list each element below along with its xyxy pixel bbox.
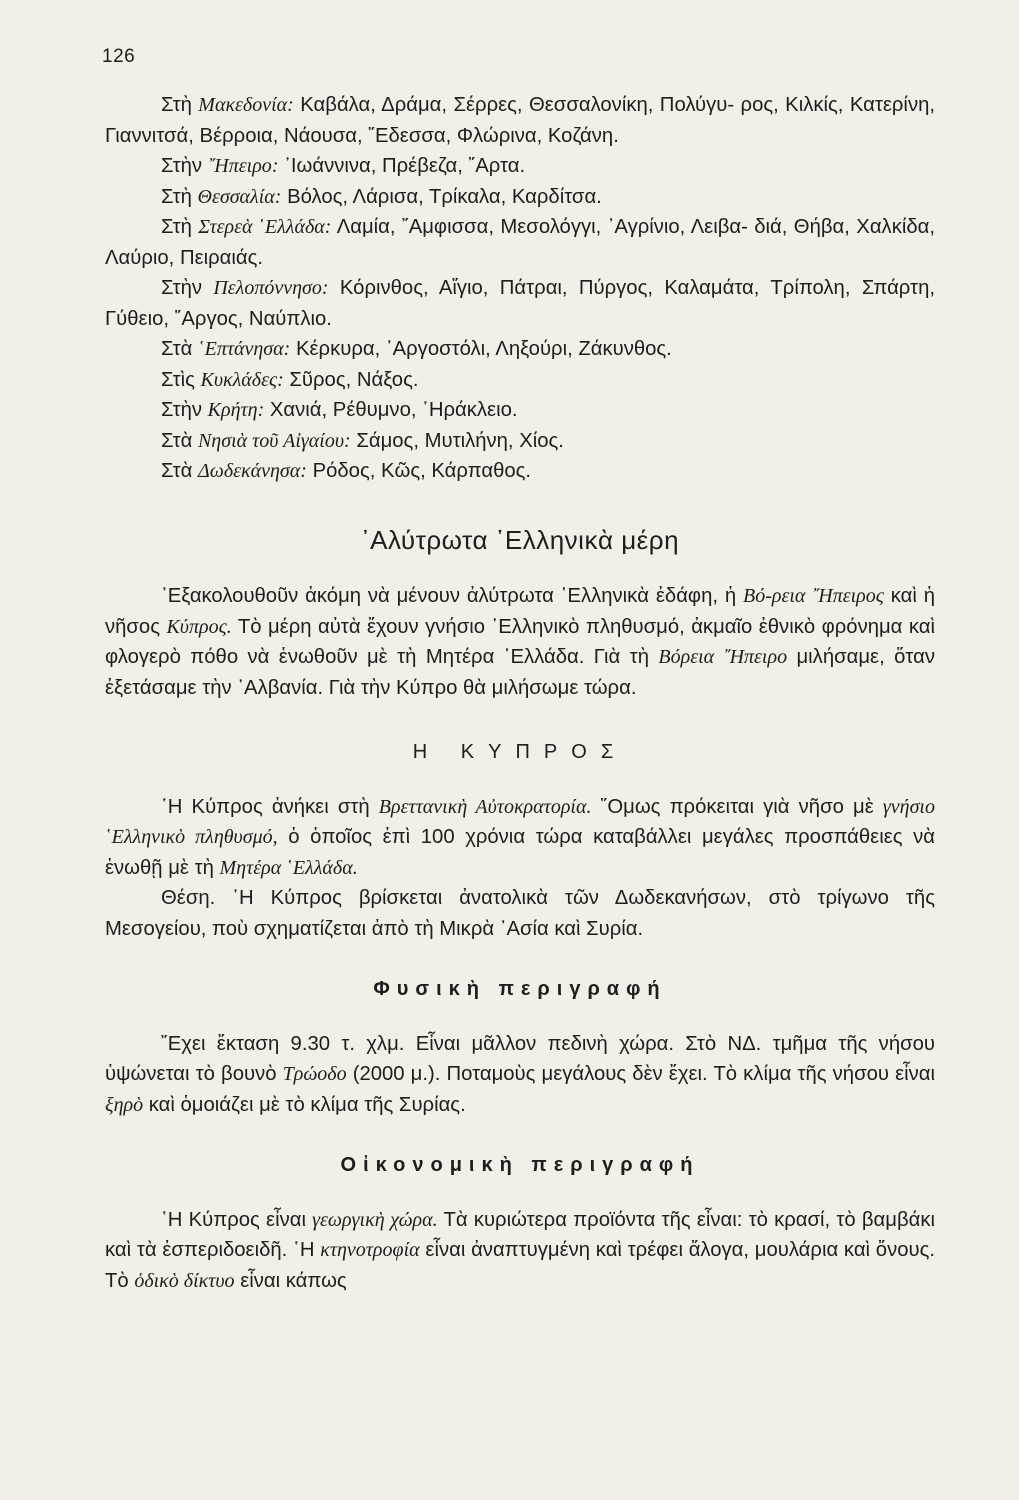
list-item: Στὴν Κρήτη: Χανιά, Ρέθυμνο, ῾Ηράκλειο. bbox=[161, 399, 518, 421]
page-number: 126 bbox=[102, 46, 136, 67]
list-item: Στὴ Θεσσαλία: Βόλος, Λάρισα, Τρίκαλα, Καρδίτσα. bbox=[161, 185, 602, 208]
regions-list bbox=[105, 90, 935, 487]
list-item: Στὰ ῾Επτάνησα: Κέρκυρα, ᾿Αργοστόλι, Ληξούρι, Ζάκυνθος. bbox=[161, 338, 672, 360]
section-heading-physical: Φυσικὴ περιγραφή bbox=[373, 978, 667, 1000]
list-item: Στὰ Νησιὰ τοῦ Αἰγαίου: Σάμος, Μυτιλήνη, Χίος. bbox=[161, 429, 564, 452]
list-item: Στὴν Πελοπόννησο: Κόρινθος, Αἴγιο, Πάτραι, Πύργος, Καλαμάτα, Τρίπολη, Σπάρτη, Γύθειο, ῎Αργος, Ναύπλιο. bbox=[105, 277, 935, 330]
section-heading-cyprus: Η ΚΥΠΡΟΣ bbox=[412, 741, 628, 763]
paragraph-cyprus-location: Θέση. ῾Η Κύπρος βρίσκεται ἀνατολικὰ τῶν Δωδεκανήσων, στὸ τρίγωνο τῆς Μεσογείου, ποὺ σχηματίζεται ἀπὸ τὴ Μικρὰ ᾿Ασία καὶ Συρία. bbox=[105, 887, 935, 940]
list-item: Στὴ Μακεδονία: Καβάλα, Δράμα, Σέρρες, Θεσσαλονίκη, Πολύγυ- ρος, Κιλκίς, Κατερίνη, Γιαννιτσά, Βέρροια, Νάουσα, ῎Εδεσσα, Φλώρινα, Κοζάνη. bbox=[105, 94, 935, 147]
list-item: Στὰ Δωδεκάνησα: Ρόδος, Κῶς, Κάρπαθος. bbox=[161, 460, 532, 482]
paragraph-physical: ῎Εχει ἔκταση 9.30 τ. χλμ. Εἶναι μᾶλλον πεδινὴ χώρα. Στὸ ΝΔ. τμῆμα τῆς νήσου ὑψώνεται τὸ βουνὸ Τρώοδο (2000 μ.). Ποταμοὺς μεγάλους δὲν ἔχει. Τὸ κλίμα τῆς νήσου εἶναι ξηρὸ καὶ ὁμοιάζει μὲ τὸ κλίμα τῆς Συρίας. bbox=[105, 1032, 935, 1116]
section-heading-economic: Οἰκονομικὴ περιγραφή bbox=[340, 1154, 700, 1176]
paragraph-unredeemed: ᾿Εξακολουθοῦν ἀκόμη νὰ μένουν ἀλύτρωτα ῾Ελληνικὰ ἐδάφη, ἡ Βό-ρεια ῎Ηπειρος καὶ ἡ νῆσος Κύπρος. Τὸ μέρη αὐτὰ ἔχουν γνήσιο ῾Ελληνικὸ πληθυσμό, ἀκμαῖο ἐθνικὸ φρόνημα καὶ φλογερὸ πόθο νὰ ἑνωθοῦν μὲ τὴ Μητέρα ῾Ελλάδα. Γιὰ τὴ Βόρεια ῎Ηπειρο μιλήσαμε, ὅταν ἐξετάσαμε τὴν ᾿Αλβανία. Γιὰ τὴν Κύπρο θὰ μιλήσωμε τώρα. bbox=[105, 585, 936, 699]
list-item: Στὴ Στερεὰ ῾Ελλάδα: Λαμία, ῎Αμφισσα, Μεσολόγγι, ᾿Αγρίνιο, Λειβα- διά, Θήβα, Χαλκίδα, Λαύριο, Πειραιάς. bbox=[105, 216, 935, 269]
paragraph-cyprus-intro: ῾Η Κύπρος ἀνήκει στὴ Βρεττανικὴ Αὐτοκρατορία. ῞Ομως πρόκειται γιὰ νῆσο μὲ γνήσιο ῾Ελληνικὸ πληθυσμό, ὁ ὁποῖος ἐπὶ 100 χρόνια τώρα καταβάλλει μεγάλες προσπάθειες νὰ ἑνωθῇ μὲ τὴ Μητέρα ῾Ελλάδα. bbox=[105, 795, 936, 879]
section-heading-unredeemed: ᾿Αλύτρωτα ῾Ελληνικὰ μέρη bbox=[360, 524, 680, 555]
page-body bbox=[105, 90, 935, 1296]
paragraph-economic: ῾Η Κύπρος εἶναι γεωργικὴ χώρα. Τὰ κυριώτερα προϊόντα τῆς εἶναι: τὸ κρασί, τὸ βαμβάκι καὶ τὰ ἐσπεριδοειδῆ. ῾Η κτηνοτροφία εἶναι ἀναπτυγμένη καὶ τρέφει ἄλογα, μουλάρια καὶ ὄνους. Τὸ ὁδικὸ δίκτυο εἶναι κάπως bbox=[105, 1208, 935, 1292]
list-item: Στὴν ῎Ηπειρο: ᾿Ιωάννινα, Πρέβεζα, ῎Αρτα. bbox=[161, 155, 526, 177]
list-item: Στὶς Κυκλάδες: Σῦρος, Νάξος. bbox=[161, 368, 419, 391]
